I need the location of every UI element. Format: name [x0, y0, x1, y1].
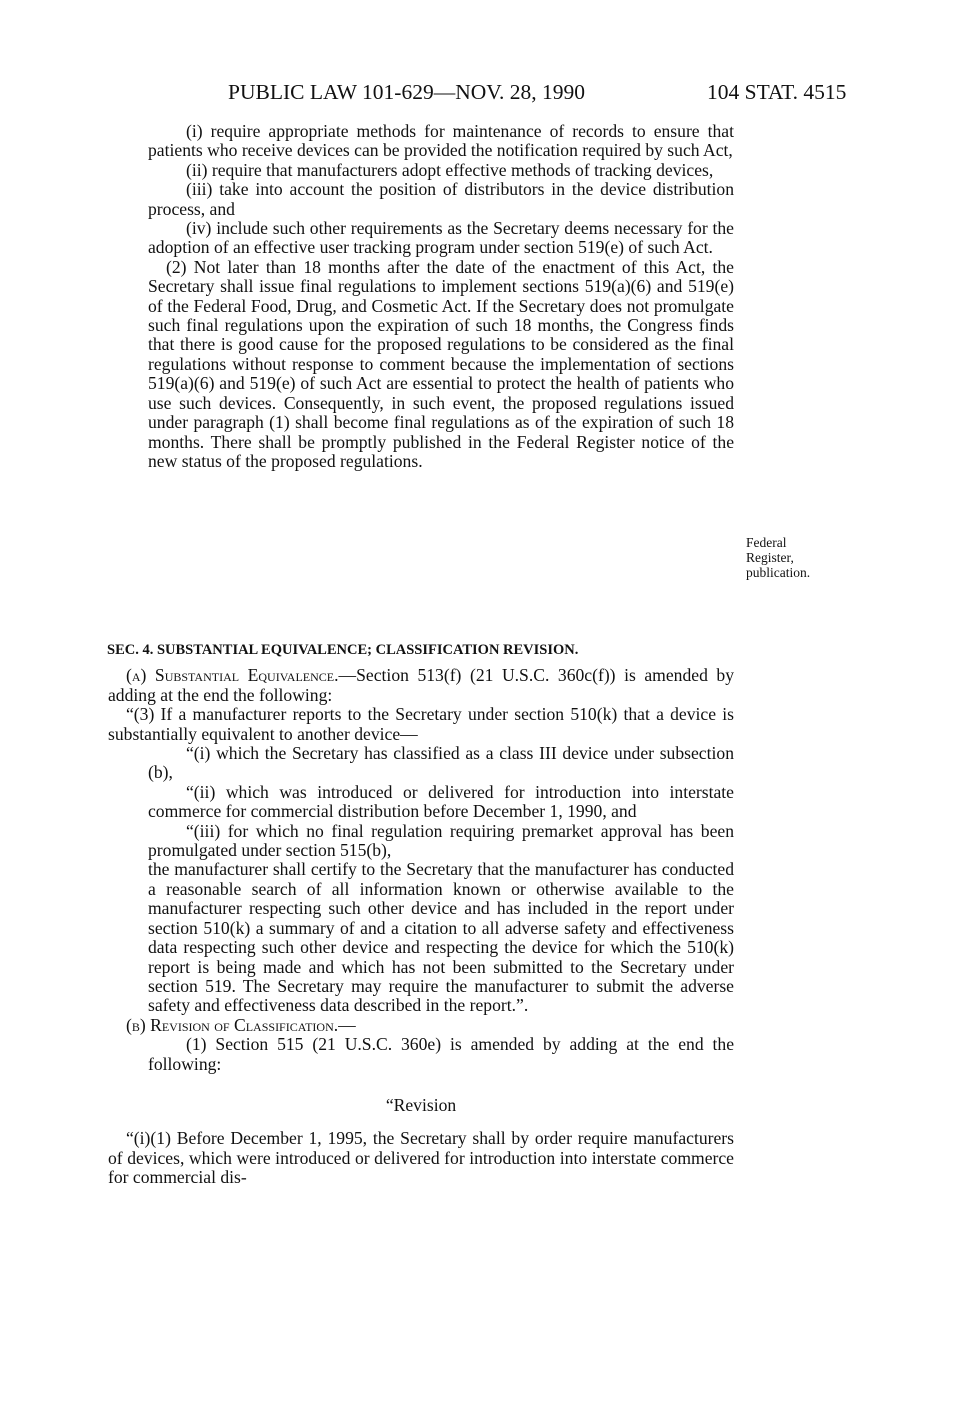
- subsection-a: [108, 666, 734, 705]
- subsection-b-text: —: [338, 1014, 356, 1035]
- statute-page-number: 104 STAT. 4515: [707, 80, 847, 104]
- subsection-a-label: (a) Substantial Equivalence.: [126, 665, 339, 686]
- quoted-paragraph-3-tail: the manufacturer shall certify to the Secretary that the manufacturer has conducted a reasonable search of all information known or otherwise available to the manufacturer respecting such other device and has included in the report under section 510(k) a summary of and a citation to all adverse safety and effectiveness data respecting such other device and respecting the device for which the 510(k) report is being made and which has not been submitted to the Secretary under section 519. The Secretary may require the manufacturer to submit the adverse safety and effectiveness data described in the report.”.: [148, 859, 734, 1016]
- revision-text: “(i)(1) Before December 1, 1995, the Secretary shall by order require manufacturers of devices, which were introduced or delivered for introduction into interstate commerce for commercial dis-: [108, 1128, 734, 1188]
- quoted-clause-i: “(i) which the Secretary has classified as a class III device under subsection (b),: [148, 743, 734, 783]
- margin-note: [746, 535, 856, 580]
- subsection-b-paragraph-1: (1) Section 515 (21 U.S.C. 360e) is amended by adding at the end the following:: [148, 1034, 734, 1074]
- quoted-clause-ii: “(ii) which was introduced or delivered for introduction into interstate commerce for commercial distribution before December 1, 1990, and: [148, 781, 734, 822]
- subsection-a-text: —Section 513(f) (21 U.S.C. 360c(f)) is amended by adding at the end the following:: [108, 665, 734, 705]
- paragraph-2: (2) Not later than 18 months after the date of the enactment of this Act, the Secretary shall issue final regulations to implement sections 519(a)(6) and 519(e) of the Federal Food, Drug, and Cosmetic Act. If the Secretary does not promulgate such final regulations upon the expiration of such 18 months, the Congress finds that there is good cause for the proposed regulations to be considered as the final regulations without response to comment because the implementation of sections 519(a)(6) and 519(e) of such Act are essential to protect the health of patients who use such devices. Consequently, in such event, the proposed regulations issued under paragraph (1) shall become final regulations as of the expiration of such 18 months. There shall be promptly published in the Federal Register notice of the new status of the proposed regulations.: [148, 256, 734, 471]
- margin-note-line: Register,: [746, 550, 794, 565]
- quoted-clause-iii: “(iii) for which no final regulation requiring premarket approval has been promulgated under section 515(b),: [148, 820, 734, 861]
- clause-ii: (ii) require that manufacturers adopt effective methods of tracking devices,: [186, 159, 714, 180]
- clause-iii: (iii) take into account the position of distributors in the device distribution process, and: [148, 179, 734, 219]
- subsection-b-label: (b) Revision of Classification.: [126, 1014, 339, 1035]
- section-heading: SEC. 4. SUBSTANTIAL EQUIVALENCE; CLASSIFICATION REVISION.: [107, 642, 579, 658]
- page-header: [0, 80, 958, 110]
- clause-iv: (iv) include such other requirements as the Secretary deems necessary for the adoption of an effective user tracking program under section 519(e) of such Act.: [148, 218, 734, 258]
- continued-provisions: [108, 122, 734, 471]
- quoted-paragraph-3: “(3) If a manufacturer reports to the Secretary under section 510(k) that a device is substantially equivalent to another device—: [108, 704, 734, 744]
- clause-i: (i) require appropriate methods for maintenance of records to ensure that patients who receive devices can be provided the notification required by such Act,: [148, 121, 734, 161]
- revision-heading: “Revision: [385, 1094, 457, 1115]
- margin-note-line: publication.: [746, 565, 811, 580]
- margin-note-line: Federal: [746, 535, 787, 550]
- subsection-b: [108, 1016, 734, 1035]
- section-4: [108, 631, 734, 1188]
- public-law-citation: PUBLIC LAW 101-629—NOV. 28, 1990: [228, 80, 586, 104]
